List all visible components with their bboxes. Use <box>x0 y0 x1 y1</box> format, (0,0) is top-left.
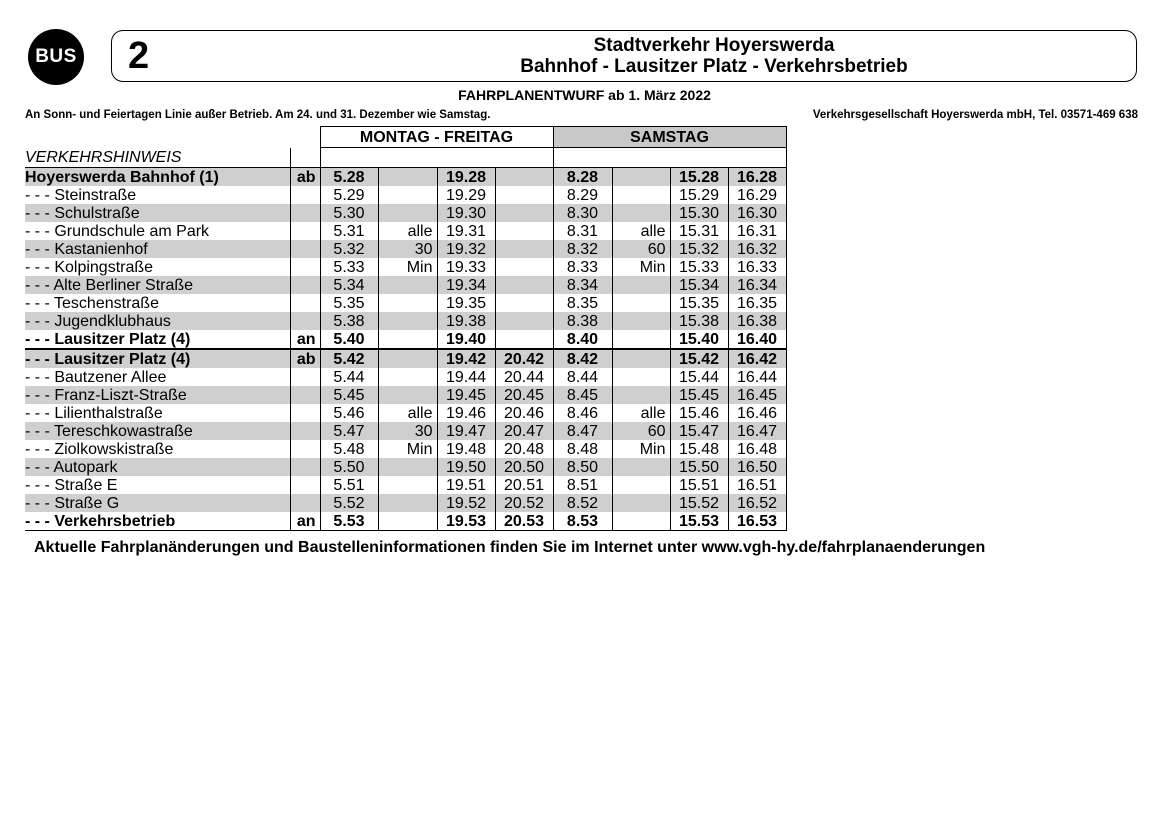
arrival-departure-mark <box>290 258 320 276</box>
hint-label: VERKEHRSHINWEIS <box>25 148 290 168</box>
arrival-departure-mark <box>290 494 320 512</box>
stop-name: - - - Steinstraße <box>25 186 290 204</box>
frequency-cell <box>378 312 437 330</box>
time-cell: 8.48 <box>553 440 612 458</box>
table-row <box>25 168 786 187</box>
stop-name: - - - Grundschule am Park <box>25 222 290 240</box>
time-cell: 8.50 <box>553 458 612 476</box>
time-cell: 20.50 <box>495 458 553 476</box>
frequency-cell <box>612 186 670 204</box>
frequency-cell <box>612 512 670 531</box>
time-cell: 19.50 <box>437 458 495 476</box>
time-cell: 16.30 <box>728 204 786 222</box>
time-cell: 8.47 <box>553 422 612 440</box>
time-cell <box>495 240 553 258</box>
timetable <box>25 126 787 531</box>
arrival-departure-mark <box>290 186 320 204</box>
time-cell: 19.48 <box>437 440 495 458</box>
frequency-cell <box>378 458 437 476</box>
time-cell: 8.31 <box>553 222 612 240</box>
line-number: 2 <box>128 35 150 77</box>
frequency-cell: 60 <box>612 240 670 258</box>
time-cell: 19.47 <box>437 422 495 440</box>
time-cell: 19.46 <box>437 404 495 422</box>
stop-name: - - - Lausitzer Platz (4) <box>25 349 290 368</box>
time-cell: 15.53 <box>670 512 728 531</box>
header-weekday: MONTAG - FREITAG <box>320 127 553 148</box>
time-cell: 15.48 <box>670 440 728 458</box>
time-cell: 20.52 <box>495 494 553 512</box>
time-cell: 8.42 <box>553 349 612 368</box>
time-cell: 15.52 <box>670 494 728 512</box>
time-cell: 5.32 <box>320 240 378 258</box>
time-cell: 16.32 <box>728 240 786 258</box>
arrival-departure-mark <box>290 368 320 386</box>
time-cell: 19.51 <box>437 476 495 494</box>
arrival-departure-mark: ab <box>290 349 320 368</box>
table-row <box>25 222 786 240</box>
time-cell: 19.42 <box>437 349 495 368</box>
stop-name: - - - Kastanienhof <box>25 240 290 258</box>
time-cell: 16.53 <box>728 512 786 531</box>
time-cell: 16.31 <box>728 222 786 240</box>
stop-name: - - - Straße E <box>25 476 290 494</box>
time-cell: 19.35 <box>437 294 495 312</box>
time-cell: 8.28 <box>553 168 612 187</box>
time-cell: 16.35 <box>728 294 786 312</box>
time-cell: 16.52 <box>728 494 786 512</box>
time-cell: 15.35 <box>670 294 728 312</box>
stop-name: - - - Alte Berliner Straße <box>25 276 290 294</box>
time-cell: 16.33 <box>728 258 786 276</box>
time-cell: 19.45 <box>437 386 495 404</box>
table-row <box>25 512 786 531</box>
time-cell: 5.51 <box>320 476 378 494</box>
table-row <box>25 294 786 312</box>
time-cell: 20.47 <box>495 422 553 440</box>
time-cell: 15.47 <box>670 422 728 440</box>
time-cell: 8.45 <box>553 386 612 404</box>
time-cell: 5.44 <box>320 368 378 386</box>
time-cell: 20.48 <box>495 440 553 458</box>
time-cell: 19.29 <box>437 186 495 204</box>
time-cell: 8.30 <box>553 204 612 222</box>
time-cell: 19.30 <box>437 204 495 222</box>
frequency-cell <box>378 494 437 512</box>
time-cell: 19.53 <box>437 512 495 531</box>
frequency-cell <box>612 168 670 187</box>
frequency-cell: alle <box>612 404 670 422</box>
time-cell: 20.51 <box>495 476 553 494</box>
time-cell: 19.34 <box>437 276 495 294</box>
time-cell: 15.44 <box>670 368 728 386</box>
table-row <box>25 186 786 204</box>
time-cell: 5.34 <box>320 276 378 294</box>
time-cell: 16.38 <box>728 312 786 330</box>
time-cell: 20.44 <box>495 368 553 386</box>
arrival-departure-mark <box>290 422 320 440</box>
time-cell: 8.53 <box>553 512 612 531</box>
time-cell: 8.40 <box>553 330 612 349</box>
time-cell: 19.33 <box>437 258 495 276</box>
arrival-departure-mark <box>290 440 320 458</box>
time-cell: 15.38 <box>670 312 728 330</box>
frequency-cell <box>612 349 670 368</box>
arrival-departure-mark <box>290 276 320 294</box>
title-line-2: Bahnhof - Lausitzer Platz - Verkehrsbetrieb <box>520 56 908 77</box>
arrival-departure-mark <box>290 222 320 240</box>
time-cell <box>495 330 553 349</box>
frequency-cell <box>612 330 670 349</box>
time-cell: 5.40 <box>320 330 378 349</box>
time-cell: 15.34 <box>670 276 728 294</box>
time-cell: 20.46 <box>495 404 553 422</box>
time-cell: 20.53 <box>495 512 553 531</box>
subtitle: FAHRPLANENTWURF ab 1. März 2022 <box>458 87 711 103</box>
frequency-cell <box>378 294 437 312</box>
frequency-cell <box>378 476 437 494</box>
frequency-cell: alle <box>378 222 437 240</box>
time-cell: 16.44 <box>728 368 786 386</box>
time-cell: 5.52 <box>320 494 378 512</box>
time-cell: 16.28 <box>728 168 786 187</box>
frequency-cell <box>378 368 437 386</box>
time-cell: 8.38 <box>553 312 612 330</box>
time-cell: 8.33 <box>553 258 612 276</box>
stop-name: - - - Straße G <box>25 494 290 512</box>
time-cell: 5.48 <box>320 440 378 458</box>
time-cell: 5.50 <box>320 458 378 476</box>
time-cell: 15.40 <box>670 330 728 349</box>
table-row <box>25 240 786 258</box>
time-cell: 8.52 <box>553 494 612 512</box>
time-cell: 15.42 <box>670 349 728 368</box>
time-cell: 8.29 <box>553 186 612 204</box>
time-cell <box>495 222 553 240</box>
time-cell: 5.46 <box>320 404 378 422</box>
frequency-cell: 60 <box>612 422 670 440</box>
frequency-cell <box>378 512 437 531</box>
time-cell: 15.31 <box>670 222 728 240</box>
arrival-departure-mark <box>290 204 320 222</box>
time-cell: 16.47 <box>728 422 786 440</box>
time-cell: 15.46 <box>670 404 728 422</box>
stop-name: - - - Bautzener Allee <box>25 368 290 386</box>
time-cell: 5.42 <box>320 349 378 368</box>
time-cell: 8.35 <box>553 294 612 312</box>
time-cell: 20.45 <box>495 386 553 404</box>
time-cell: 5.29 <box>320 186 378 204</box>
time-cell: 19.40 <box>437 330 495 349</box>
arrival-departure-mark: an <box>290 330 320 349</box>
time-cell: 5.35 <box>320 294 378 312</box>
arrival-departure-mark <box>290 240 320 258</box>
frequency-cell: Min <box>612 440 670 458</box>
time-cell: 15.30 <box>670 204 728 222</box>
time-cell: 16.29 <box>728 186 786 204</box>
frequency-cell: alle <box>378 404 437 422</box>
time-cell: 16.42 <box>728 349 786 368</box>
time-cell: 15.33 <box>670 258 728 276</box>
time-cell: 8.44 <box>553 368 612 386</box>
time-cell: 8.46 <box>553 404 612 422</box>
time-cell: 16.45 <box>728 386 786 404</box>
frequency-cell: Min <box>612 258 670 276</box>
time-cell: 15.28 <box>670 168 728 187</box>
time-cell: 5.31 <box>320 222 378 240</box>
time-cell <box>495 258 553 276</box>
table-row <box>25 276 786 294</box>
frequency-cell: alle <box>612 222 670 240</box>
stop-name: - - - Verkehrsbetrieb <box>25 512 290 531</box>
frequency-cell <box>378 204 437 222</box>
time-cell: 20.42 <box>495 349 553 368</box>
header-row <box>25 127 786 148</box>
stop-name: - - - Jugendklubhaus <box>25 312 290 330</box>
stop-name: - - - Ziolkowskistraße <box>25 440 290 458</box>
frequency-cell <box>378 276 437 294</box>
stop-name: - - - Schulstraße <box>25 204 290 222</box>
time-cell: 8.34 <box>553 276 612 294</box>
arrival-departure-mark <box>290 312 320 330</box>
table-row <box>25 349 786 368</box>
hint-row <box>25 148 786 168</box>
time-cell: 19.31 <box>437 222 495 240</box>
page-title <box>292 35 1136 77</box>
time-cell: 8.51 <box>553 476 612 494</box>
time-cell: 5.47 <box>320 422 378 440</box>
operator-contact: Verkehrsgesellschaft Hoyerswerda mbH, Tel. 03571-469 638 <box>812 109 1138 121</box>
time-cell: 16.46 <box>728 404 786 422</box>
frequency-cell: Min <box>378 440 437 458</box>
frequency-cell <box>612 276 670 294</box>
arrival-departure-mark <box>290 476 320 494</box>
time-cell: 15.50 <box>670 458 728 476</box>
time-cell <box>495 294 553 312</box>
table-row <box>25 386 786 404</box>
frequency-cell: 30 <box>378 240 437 258</box>
service-note: An Sonn- und Feiertagen Linie außer Betrieb. Am 24. und 31. Dezember wie Samstag. <box>25 109 491 121</box>
table-row <box>25 330 786 349</box>
frequency-cell <box>612 494 670 512</box>
frequency-cell <box>612 458 670 476</box>
time-cell <box>495 168 553 187</box>
frequency-cell <box>612 386 670 404</box>
table-row <box>25 204 786 222</box>
arrival-departure-mark <box>290 404 320 422</box>
stop-name: - - - Lilienthalstraße <box>25 404 290 422</box>
stop-name: - - - Autopark <box>25 458 290 476</box>
time-cell: 5.28 <box>320 168 378 187</box>
time-cell: 15.45 <box>670 386 728 404</box>
arrival-departure-mark <box>290 386 320 404</box>
table-row <box>25 440 786 458</box>
stop-name: - - - Teschenstraße <box>25 294 290 312</box>
frequency-cell <box>378 168 437 187</box>
arrival-departure-mark: an <box>290 512 320 531</box>
time-cell <box>495 186 553 204</box>
bus-logo: BUS <box>28 29 84 85</box>
time-cell: 16.34 <box>728 276 786 294</box>
table-row <box>25 422 786 440</box>
stop-name: - - - Tereschkowastraße <box>25 422 290 440</box>
time-cell <box>495 312 553 330</box>
time-cell: 19.44 <box>437 368 495 386</box>
frequency-cell: Min <box>378 258 437 276</box>
title-box <box>111 30 1137 82</box>
frequency-cell <box>378 330 437 349</box>
frequency-cell <box>612 312 670 330</box>
frequency-cell <box>612 294 670 312</box>
time-cell: 16.51 <box>728 476 786 494</box>
arrival-departure-mark <box>290 294 320 312</box>
frequency-cell <box>612 476 670 494</box>
time-cell: 19.38 <box>437 312 495 330</box>
table-row <box>25 494 786 512</box>
time-cell <box>495 204 553 222</box>
time-cell: 19.52 <box>437 494 495 512</box>
header-saturday: SAMSTAG <box>553 127 786 148</box>
title-line-1: Stadtverkehr Hoyerswerda <box>593 35 835 56</box>
frequency-cell <box>612 368 670 386</box>
time-cell: 15.29 <box>670 186 728 204</box>
table-row <box>25 258 786 276</box>
time-cell: 5.38 <box>320 312 378 330</box>
arrival-departure-mark <box>290 458 320 476</box>
time-cell: 16.48 <box>728 440 786 458</box>
frequency-cell <box>378 186 437 204</box>
arrival-departure-mark: ab <box>290 168 320 187</box>
time-cell: 16.40 <box>728 330 786 349</box>
time-cell: 15.51 <box>670 476 728 494</box>
frequency-cell: 30 <box>378 422 437 440</box>
frequency-cell <box>378 349 437 368</box>
time-cell: 5.33 <box>320 258 378 276</box>
table-row <box>25 312 786 330</box>
table-row <box>25 368 786 386</box>
frequency-cell <box>612 204 670 222</box>
time-cell: 8.32 <box>553 240 612 258</box>
time-cell: 16.50 <box>728 458 786 476</box>
frequency-cell <box>378 386 437 404</box>
stop-name: - - - Lausitzer Platz (4) <box>25 330 290 349</box>
time-cell <box>495 276 553 294</box>
footer-note: Aktuelle Fahrplanänderungen und Baustelleninformationen finden Sie im Internet unter www.vgh-hy.de/fahrplanaenderungen <box>34 539 986 556</box>
time-cell: 5.30 <box>320 204 378 222</box>
stop-name: - - - Kolpingstraße <box>25 258 290 276</box>
time-cell: 19.28 <box>437 168 495 187</box>
time-cell: 19.32 <box>437 240 495 258</box>
stop-name: - - - Franz-Liszt-Straße <box>25 386 290 404</box>
table-row <box>25 476 786 494</box>
time-cell: 5.45 <box>320 386 378 404</box>
time-cell: 5.53 <box>320 512 378 531</box>
stop-name: Hoyerswerda Bahnhof (1) <box>25 168 290 187</box>
table-row <box>25 404 786 422</box>
table-row <box>25 458 786 476</box>
time-cell: 15.32 <box>670 240 728 258</box>
